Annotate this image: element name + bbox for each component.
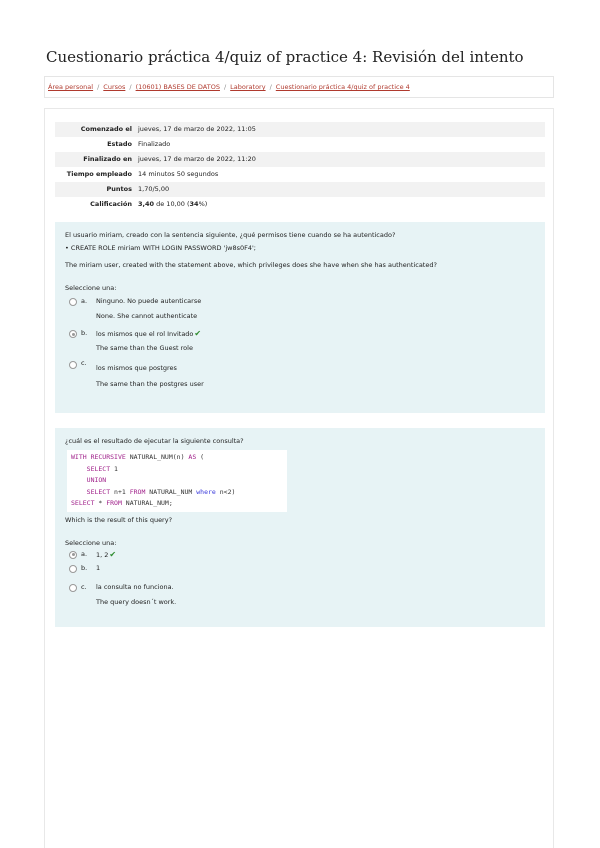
sql-keyword: AS xyxy=(188,453,197,461)
sql-keyword: FROM xyxy=(129,487,146,496)
option-letter: c. xyxy=(81,359,87,367)
sql-text: * xyxy=(94,499,107,507)
radio-button[interactable] xyxy=(69,298,77,306)
breadcrumb-quiz[interactable]: Cuestionario práctica 4/quiz of practice 4 xyxy=(275,83,410,91)
question-text-en: The miriam user, created with the statement above, which privileges does she have when she has authenticated? xyxy=(65,261,437,269)
option-subtext: The query doesn´t work. xyxy=(96,597,177,606)
sql-keyword: SELECT xyxy=(86,464,111,473)
question-bullet-text: CREATE ROLE miriam WITH LOGIN PASSWORD 'jw8s0F4'; xyxy=(70,244,256,252)
sql-keyword: SELECT xyxy=(71,499,95,507)
summary-value: jueves, 17 de marzo de 2022, 11:05 xyxy=(138,125,256,133)
sql-keyword: WITH RECURSIVE xyxy=(71,453,126,461)
option-letter: a. xyxy=(81,297,88,305)
answer-option-c[interactable] xyxy=(65,360,535,386)
summary-row-started xyxy=(55,122,545,137)
answer-prompt: Seleccione una: xyxy=(65,284,117,292)
question-text-en: Which is the result of this query? xyxy=(65,515,173,524)
option-subtext: The same than the Guest role xyxy=(96,344,193,352)
option-subtext: The same than the postgres user xyxy=(96,380,204,388)
check-icon: ✔ xyxy=(109,549,117,559)
sql-text: 1 xyxy=(110,464,118,473)
summary-row-points xyxy=(55,182,545,197)
option-letter: b. xyxy=(81,563,88,572)
grade-percent: 34 xyxy=(189,200,199,208)
sql-text: n<2) xyxy=(215,487,236,496)
radio-button[interactable] xyxy=(69,565,77,573)
sql-keyword: FROM xyxy=(106,499,122,507)
breadcrumb-separator: / xyxy=(97,83,100,91)
sql-code-block xyxy=(67,450,287,512)
breadcrumb-area-personal[interactable]: Área personal xyxy=(48,83,94,91)
option-letter: b. xyxy=(81,329,88,337)
check-icon: ✔ xyxy=(194,329,202,338)
sql-text: n+1 xyxy=(110,487,130,496)
breadcrumb-separator: / xyxy=(269,83,272,91)
answer-option-a[interactable] xyxy=(65,296,535,322)
option-letter: a. xyxy=(81,549,88,558)
attempt-summary-table xyxy=(55,122,545,212)
option-text: Ninguno. No puede autenticarse xyxy=(96,297,202,305)
sql-text: NATURAL_NUM xyxy=(145,487,197,496)
radio-button-selected[interactable] xyxy=(69,551,77,559)
sql-keyword: SELECT xyxy=(86,487,111,496)
question-2 xyxy=(55,428,545,627)
summary-row-finished xyxy=(55,152,545,167)
option-text: 1 xyxy=(96,563,101,572)
option-text-wrap xyxy=(96,549,116,561)
question-1 xyxy=(55,222,545,413)
sql-text: ( xyxy=(196,453,205,461)
answer-option-b[interactable] xyxy=(65,328,535,354)
grade-out-of: de 10,00 ( xyxy=(154,200,190,208)
summary-value: jueves, 17 de marzo de 2022, 11:20 xyxy=(138,155,256,163)
breadcrumb-separator: / xyxy=(129,83,132,91)
page-title: Cuestionario práctica 4/quiz of practice 4: Revisión del intento xyxy=(46,48,524,66)
summary-label: Finalizado en xyxy=(83,155,132,163)
summary-value: 1,70/5,00 xyxy=(138,185,170,193)
question-text-es: El usuario miriam, creado con la sentencia siguiente, ¿qué permisos tiene cuando se ha autenticado? xyxy=(65,231,396,239)
sql-text: NATURAL_NUM; xyxy=(121,499,173,507)
breadcrumb-laboratory[interactable]: Laboratory xyxy=(230,83,266,91)
option-subtext: None. She cannot authenticate xyxy=(96,312,198,320)
summary-row-grade xyxy=(55,197,545,212)
summary-value: 14 minutos 50 segundos xyxy=(138,170,219,178)
summary-row-state xyxy=(55,137,545,152)
answer-option-b[interactable] xyxy=(65,563,535,577)
bullet-icon: • xyxy=(65,244,71,252)
summary-label: Comenzado el xyxy=(80,125,132,133)
sql-keyword: where xyxy=(196,487,216,496)
sql-keyword: UNION xyxy=(86,476,107,484)
breadcrumb xyxy=(44,76,554,98)
answer-option-c[interactable] xyxy=(65,582,535,612)
radio-button[interactable] xyxy=(69,361,77,369)
summary-label: Tiempo empleado xyxy=(66,170,132,178)
answer-option-a[interactable] xyxy=(65,549,535,563)
summary-label: Estado xyxy=(107,140,132,148)
summary-value: Finalizado xyxy=(138,140,171,148)
summary-label: Calificación xyxy=(90,200,132,208)
option-text: la consulta no funciona. xyxy=(96,582,174,591)
grade-percent-close: %) xyxy=(198,200,208,208)
question-text-es: ¿cuál es el resultado de ejecutar la siguiente consulta? xyxy=(65,437,244,445)
sql-text: NATURAL_NUM(n) xyxy=(125,453,189,461)
summary-row-time xyxy=(55,167,545,182)
radio-button[interactable] xyxy=(69,584,77,592)
option-text: los mismos que el rol Invitado xyxy=(96,330,194,338)
breadcrumb-course[interactable]: (10601) BASES DE DATOS xyxy=(135,83,220,91)
question-bullet xyxy=(65,243,535,254)
radio-button-selected[interactable] xyxy=(69,330,77,338)
summary-value xyxy=(135,197,545,212)
option-text: 1, 2 xyxy=(96,550,109,559)
option-text: los mismos que postgres xyxy=(96,364,177,372)
option-letter: c. xyxy=(81,582,87,591)
breadcrumb-cursos[interactable]: Cursos xyxy=(103,83,126,91)
option-text-wrap xyxy=(96,328,201,340)
answer-prompt: Seleccione una: xyxy=(65,538,117,547)
grade-value: 3,40 xyxy=(138,200,155,208)
summary-label: Puntos xyxy=(106,185,132,193)
breadcrumb-separator: / xyxy=(223,83,227,91)
